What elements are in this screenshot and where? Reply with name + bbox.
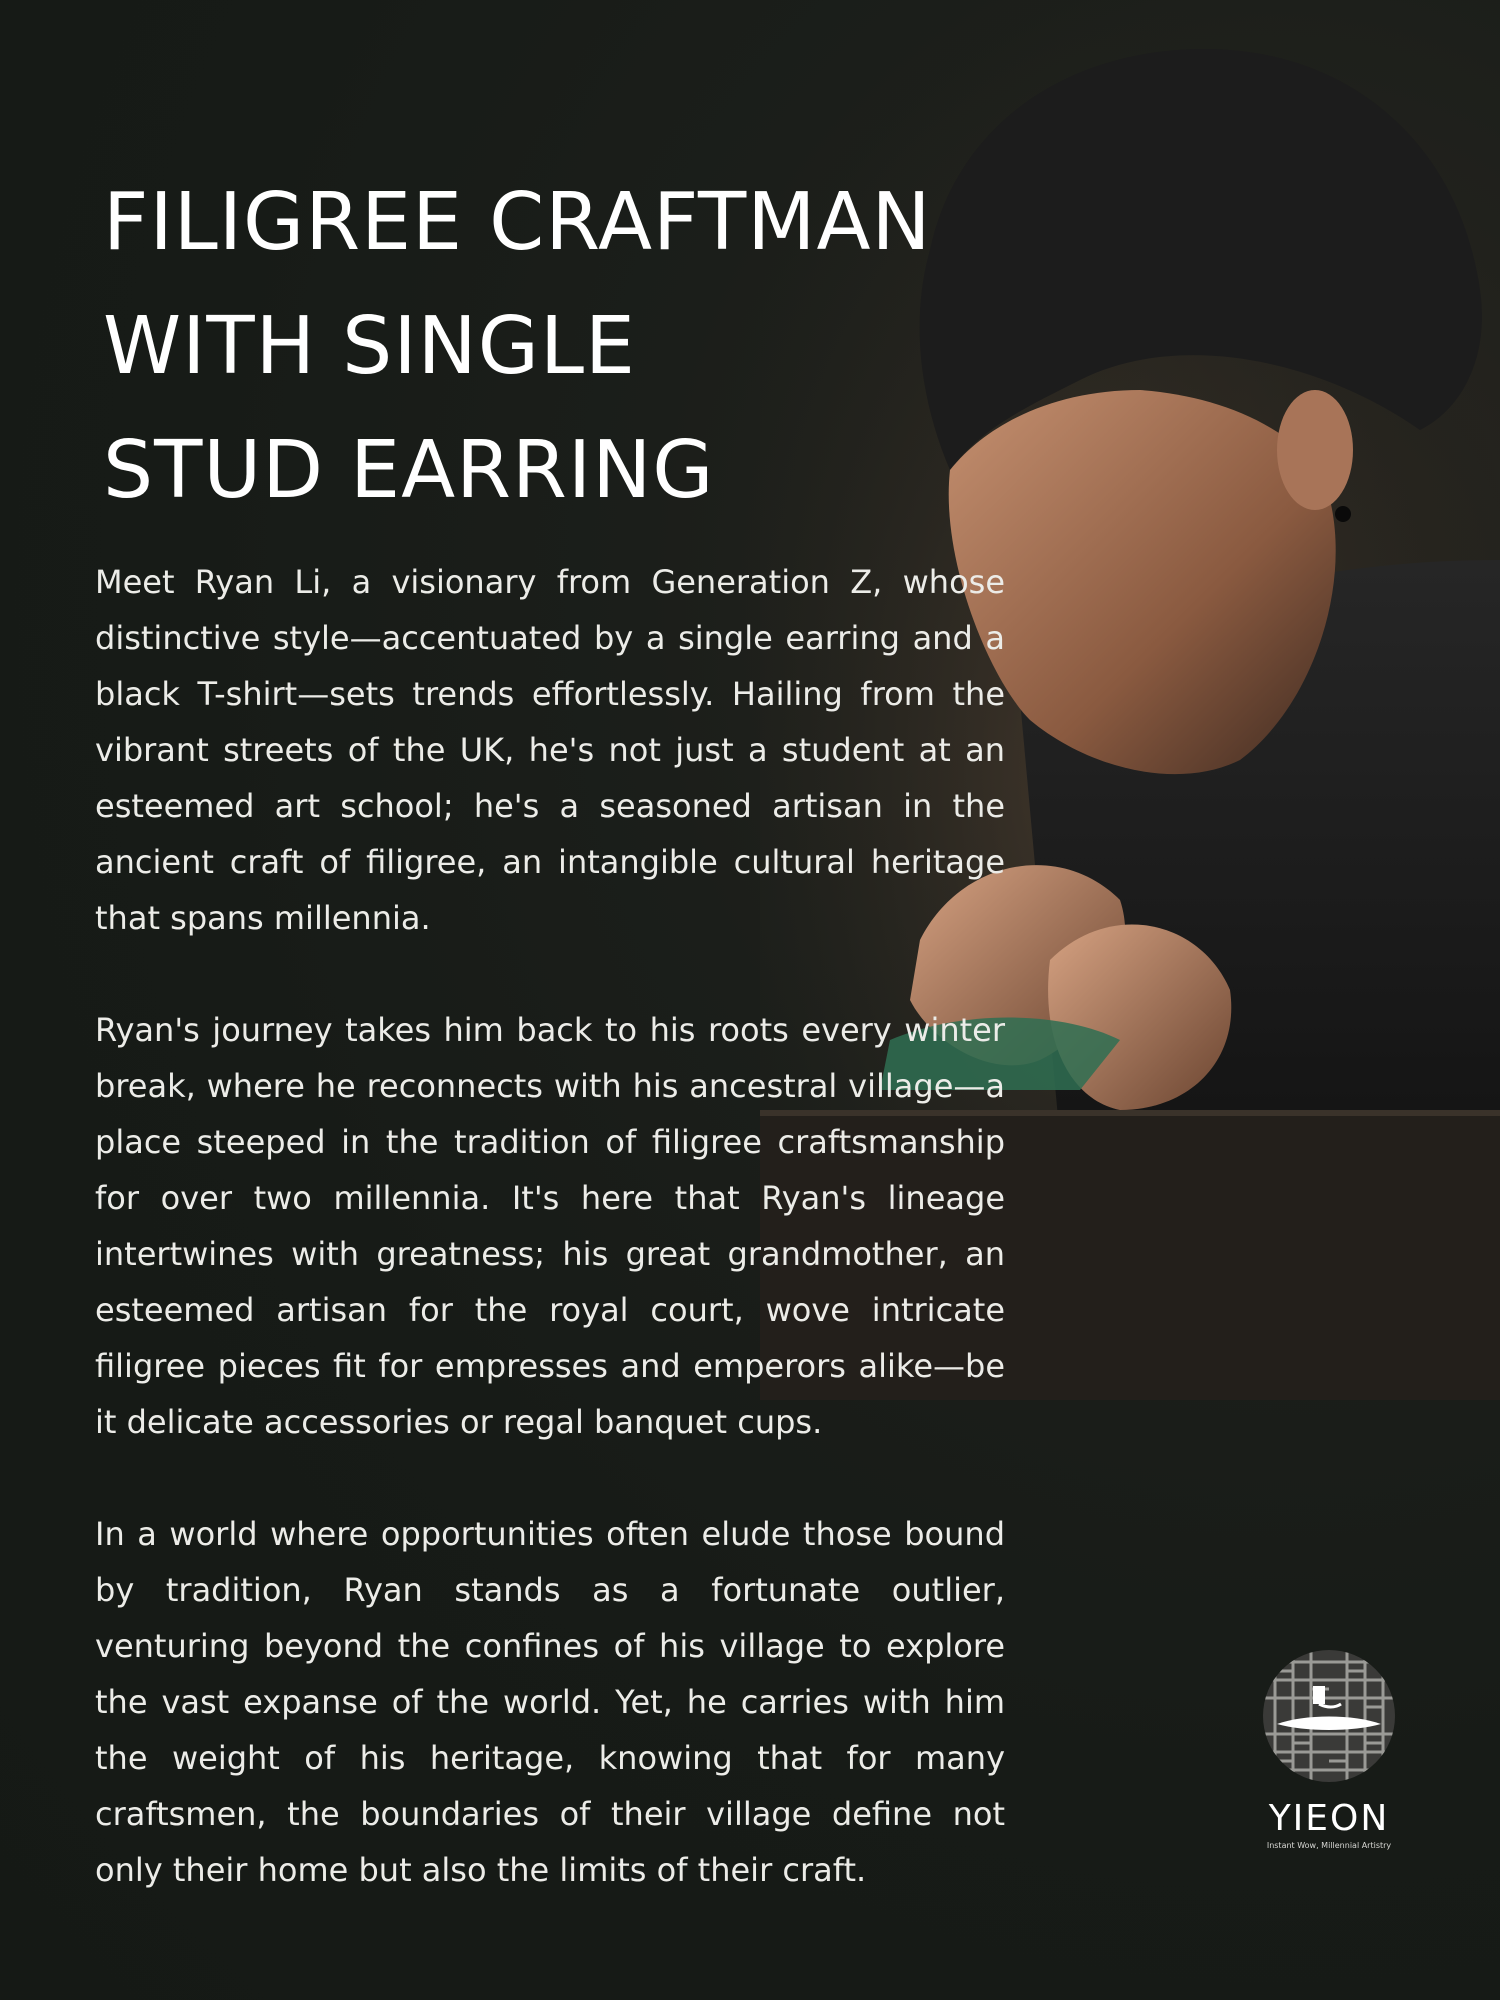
brand-logo (1254, 1648, 1404, 1850)
paragraph-intro: Meet Ryan Li, a visionary from Generation Z, whose distinctive style—accentuated by a single earring and a black T-shirt—sets trends effortlessly. Hailing from the vibrant streets of the UK, he's not just a student at an esteemed art school; he's a seasoned artisan in the ancient craft of filigree, an intangible cultural heritage that spans millennia. (95, 563, 1005, 937)
title-line-2: WITH SINGLE (103, 300, 636, 392)
logo-stroke-top (1313, 1686, 1325, 1704)
lattice-emblem-icon (1261, 1648, 1397, 1784)
title-line-3: STUD EARRING (103, 424, 715, 516)
paragraph-world: In a world where opportunities often elude those bound by tradition, Ryan stands as a fortunate outlier, venturing beyond the confines of his village to explore the vast expanse of the world. Yet, he carries with him the weight of his heritage, knowing that for many craftsmen, the boundaries of their village define not only their home but also the limits of their craft. (95, 1515, 1005, 1889)
article-body (95, 554, 1005, 1954)
page-title (103, 160, 1053, 532)
paragraph-journey: Ryan's journey takes him back to his roots every winter break, where he reconnects with his ancestral village—a place steeped in the tradition of filigree craftsmanship for over two millennia. It's here that Ryan's lineage intertwines with greatness; his great grandmother, an esteemed artisan for the royal court, wove intricate filigree pieces fit for empresses and emperors alike—be it delicate accessories or regal banquet cups. (95, 1011, 1005, 1441)
brand-tagline: Instant Wow, Millennial Artistry (1266, 1841, 1392, 1850)
brand-name: YIEON (1268, 1798, 1390, 1839)
title-line-1: FILIGREE CRAFTMAN (103, 176, 932, 268)
